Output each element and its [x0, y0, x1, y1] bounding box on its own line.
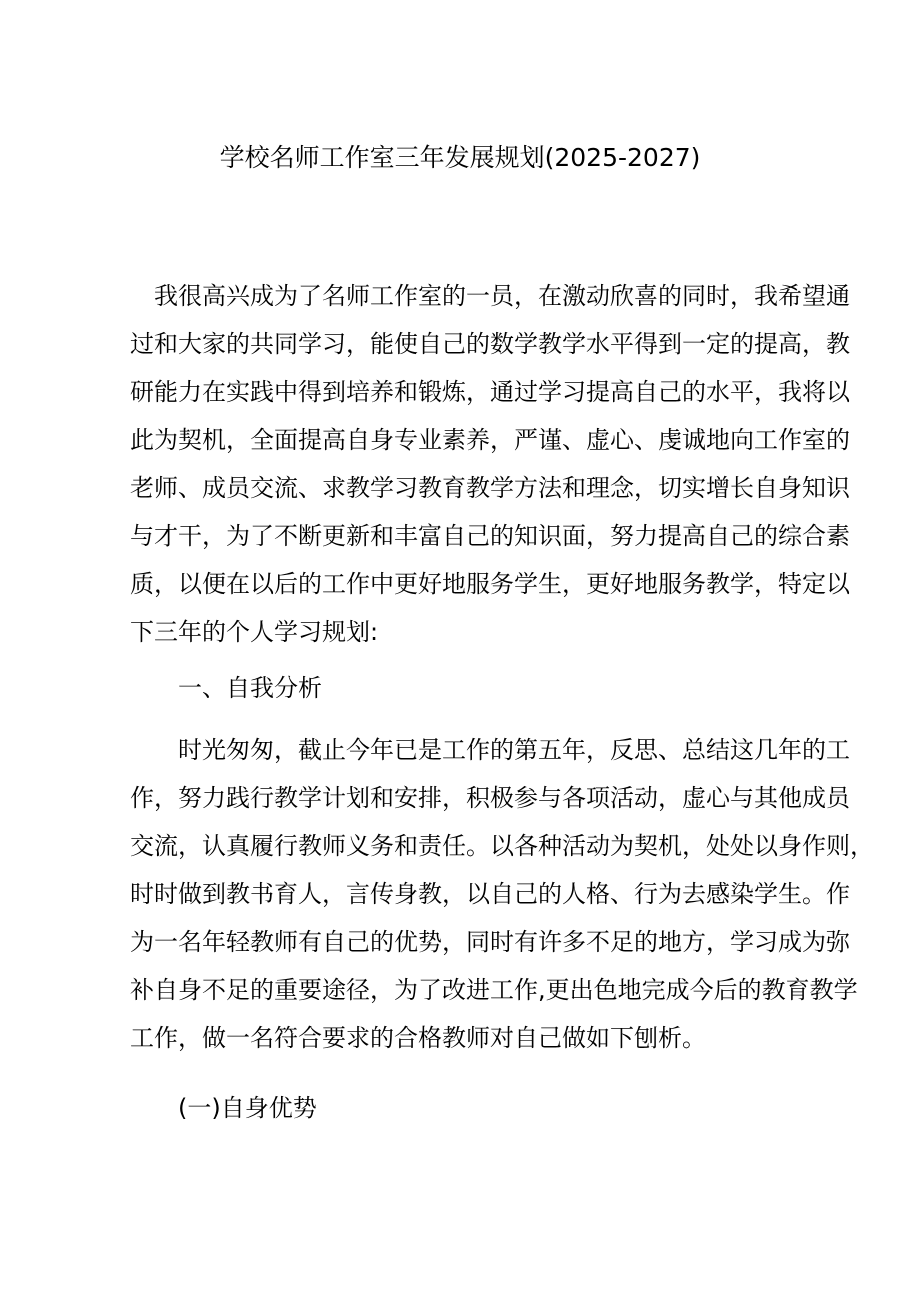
intro-line-3: 研能力在实践中得到培养和锻炼，通过学习提高自己的水平，我将以 [130, 378, 850, 406]
intro-line-2: 过和大家的共同学习，能使自己的数学教学水平得到一定的提高，教 [130, 330, 850, 358]
document-title: 学校名师工作室三年发展规划(2025-2027) [219, 143, 701, 172]
intro-line-1: 我很高兴成为了名师工作室的一员，在激动欣喜的同时，我希望通 [130, 282, 850, 310]
analysis-line-2: 作，努力践行教学计划和安排，积极参与各项活动，虚心与其他成员 [130, 784, 850, 812]
intro-line-7: 质，以便在以后的工作中更好地服务学生，更好地服务教学，特定以 [130, 570, 850, 598]
section-heading-self-analysis: 一、自我分析 [178, 674, 322, 702]
analysis-line-1: 时光匆匆，截止今年已是工作的第五年，反思、总结这几年的工 [130, 736, 850, 764]
intro-line-5: 老师、成员交流、求教学习教育教学方法和理念，切实增长自身知识 [130, 474, 850, 502]
subsection-heading-strengths: (一)自身优势 [178, 1094, 317, 1122]
intro-line-6: 与才干，为了不断更新和丰富自己的知识面，努力提高自己的综合素 [130, 522, 850, 550]
analysis-line-4: 时时做到教书育人，言传身教，以自己的人格、行为去感染学生。作 [130, 880, 850, 908]
intro-line-4: 此为契机，全面提高自身专业素养，严谨、虚心、虔诚地向工作室的 [130, 426, 850, 454]
analysis-line-3: 交流，认真履行教师义务和责任。以各种活动为契机，处处以身作则， [130, 832, 874, 860]
analysis-line-5: 为一名年轻教师有自己的优势，同时有许多不足的地方，学习成为弥 [130, 928, 850, 956]
intro-line-8: 下三年的个人学习规划: [130, 618, 379, 646]
analysis-line-7: 工作，做一名符合要求的合格教师对自己做如下刨析。 [130, 1024, 706, 1052]
analysis-line-6: 补自身不足的重要途径，为了改进工作,更出色地完成今后的教育教学 [130, 976, 858, 1004]
